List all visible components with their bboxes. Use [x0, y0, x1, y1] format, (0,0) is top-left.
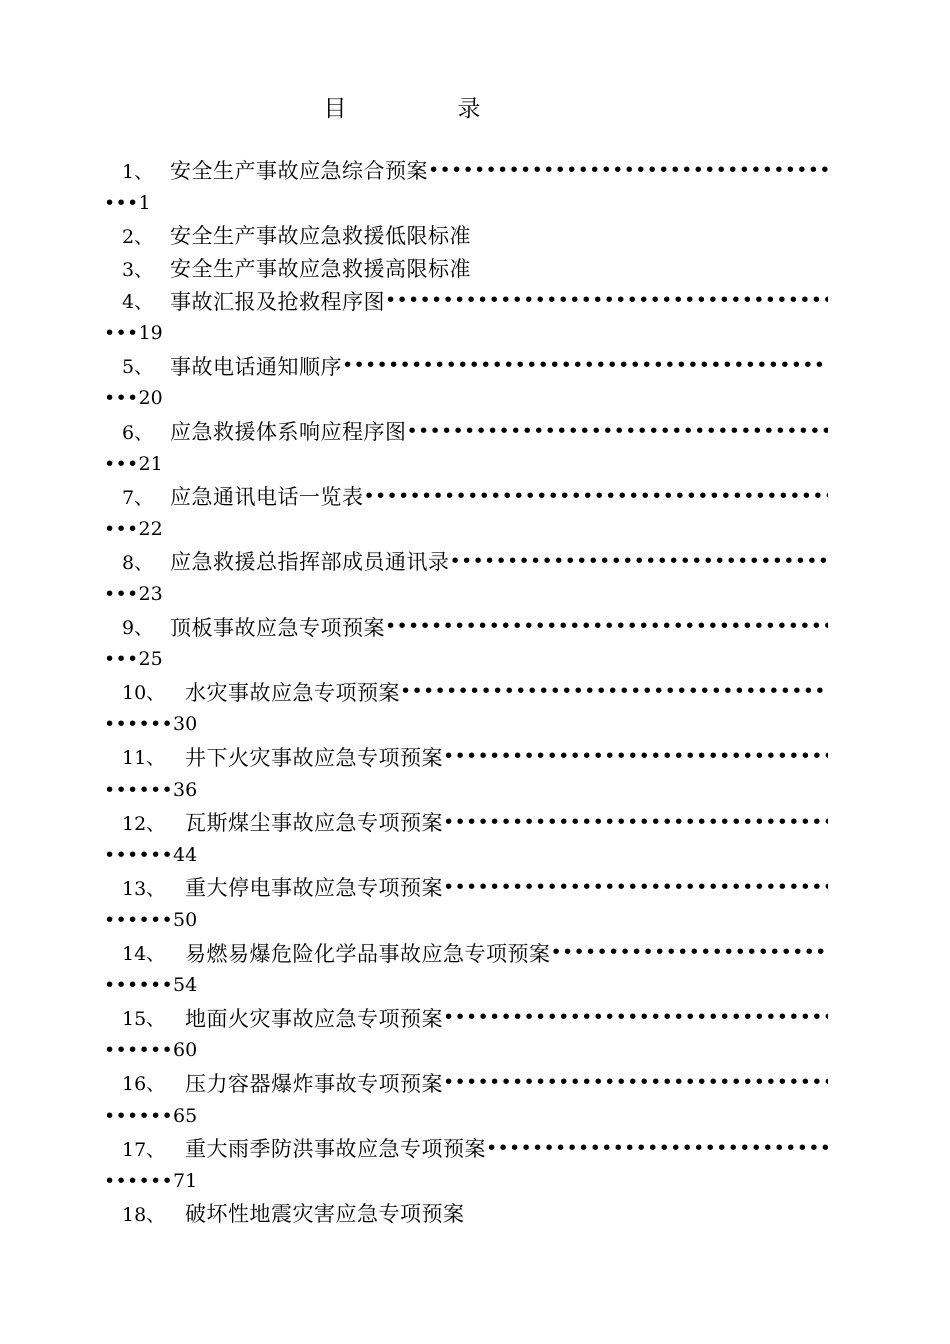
toc-entry[interactable] — [104, 252, 828, 285]
toc-page-number: 44 — [173, 843, 198, 866]
toc-entry[interactable] — [104, 871, 828, 936]
toc-entry-number: 5、 — [122, 356, 154, 379]
toc-title: 目 录 — [323, 96, 525, 122]
toc-entry-continuation — [104, 187, 828, 220]
toc-entry-number: 4、 — [122, 291, 154, 314]
toc-entry-title: 水灾事故应急专项预案 — [185, 680, 400, 705]
toc-continuation-dots: ••• — [104, 648, 139, 671]
toc-continuation-dots: ••• — [104, 322, 139, 345]
toc-continuation-dots: •••••• — [104, 778, 174, 801]
toc-entry-continuation — [104, 838, 828, 871]
toc-entry-number: 9、 — [122, 617, 154, 640]
toc-entry-line — [104, 252, 828, 285]
toc-continuation-dots: •••••• — [104, 713, 174, 736]
toc-entry-title: 事故汇报及抢救程序图 — [170, 289, 385, 314]
toc-entry[interactable] — [104, 415, 828, 480]
toc-page-number: 36 — [173, 778, 198, 801]
toc-dot-leader — [385, 617, 828, 636]
toc-page-number: 30 — [173, 713, 198, 736]
toc-entry-continuation — [104, 1099, 828, 1132]
toc-dot-leader — [342, 356, 828, 375]
toc-entry-number: 3、 — [122, 258, 154, 281]
toc-entry[interactable] — [104, 1132, 828, 1197]
toc-entry-line — [104, 219, 828, 252]
toc-entry-line — [104, 610, 828, 643]
toc-entry[interactable] — [104, 610, 828, 675]
toc-page-number: 20 — [138, 387, 163, 410]
toc-entry-continuation — [104, 382, 828, 415]
toc-entry[interactable] — [104, 480, 828, 545]
toc-dot-leader — [443, 878, 828, 897]
toc-entry[interactable] — [104, 284, 828, 349]
toc-entry-number: 18、 — [122, 1203, 166, 1226]
toc-continuation-dots: ••• — [104, 583, 139, 606]
toc-dot-leader — [407, 422, 829, 441]
toc-entry-title: 重大停电事故应急专项预案 — [185, 876, 443, 901]
toc-entry-line — [104, 1132, 828, 1165]
toc-entry-line — [104, 545, 828, 578]
toc-dot-leader — [364, 487, 829, 506]
toc-entry-number: 10、 — [122, 682, 166, 705]
toc-entry-line — [104, 1067, 828, 1100]
toc-entry-continuation — [104, 578, 828, 611]
toc-entry-title: 安全生产事故应急综合预案 — [170, 159, 428, 184]
toc-entry-number: 16、 — [122, 1073, 166, 1096]
toc-entry[interactable] — [104, 1067, 828, 1132]
toc-page-number: 65 — [173, 1104, 198, 1127]
toc-dot-leader — [443, 1073, 828, 1092]
toc-dot-leader — [450, 552, 829, 571]
toc-entry-number: 12、 — [122, 812, 166, 835]
toc-entry-number: 6、 — [122, 421, 154, 444]
toc-dot-leader — [443, 813, 828, 832]
toc-entry-line — [104, 415, 828, 448]
toc-entry-line — [104, 1197, 828, 1230]
toc-continuation-dots: ••• — [104, 191, 139, 214]
toc-entry-number: 2、 — [122, 225, 154, 248]
toc-entry[interactable] — [104, 350, 828, 415]
toc-entry-title: 井下火灾事故应急专项预案 — [185, 745, 443, 770]
toc-entry-title: 事故电话通知顺序 — [170, 354, 342, 379]
toc-continuation-dots: •••••• — [104, 908, 174, 931]
toc-entry-continuation — [104, 643, 828, 676]
toc-continuation-dots: •••••• — [104, 974, 174, 997]
toc-entry-title: 安全生产事故应急救援低限标准 — [170, 224, 471, 249]
toc-entry-title: 地面火灾事故应急专项预案 — [185, 1006, 443, 1031]
toc-entry-number: 8、 — [122, 551, 154, 574]
toc-entry[interactable] — [104, 806, 828, 871]
toc-entry-title: 破坏性地震灾害应急专项预案 — [185, 1202, 465, 1227]
toc-continuation-dots: ••• — [104, 387, 139, 410]
toc-entry-line — [104, 284, 828, 317]
toc-entry-continuation — [104, 513, 828, 546]
toc-entry-title: 应急救援体系响应程序图 — [170, 420, 407, 445]
toc-page-number: 71 — [173, 1169, 198, 1192]
toc-continuation-dots: •••••• — [104, 843, 174, 866]
toc-page-number: 19 — [138, 322, 163, 345]
toc-entry-title: 安全生产事故应急救援高限标准 — [170, 257, 471, 282]
toc-entry-continuation — [104, 1034, 828, 1067]
toc-entry-continuation — [104, 969, 828, 1002]
toc-entry[interactable] — [104, 1001, 828, 1066]
toc-entry-line — [104, 350, 828, 383]
toc-entry-line — [104, 480, 828, 513]
toc-entry-line — [104, 741, 828, 774]
toc-entry[interactable] — [104, 1197, 828, 1230]
toc-entry-title: 重大雨季防洪事故应急专项预案 — [185, 1137, 486, 1162]
toc-page-number: 50 — [173, 908, 198, 931]
toc-entry-continuation — [104, 773, 828, 806]
toc-entry-title: 应急通讯电话一览表 — [170, 485, 364, 510]
toc-dot-leader — [443, 1008, 828, 1027]
toc-entry[interactable] — [104, 741, 828, 806]
toc-dot-leader — [400, 682, 828, 701]
toc-entry-line — [104, 806, 828, 839]
toc-entry-number: 1、 — [122, 160, 154, 183]
toc-dot-leader — [428, 161, 828, 180]
toc-entry-continuation — [104, 904, 828, 937]
toc-entry-continuation — [104, 708, 828, 741]
toc-entry-title: 易燃易爆危险化学品事故应急专项预案 — [185, 941, 551, 966]
toc-dot-leader — [443, 747, 828, 766]
toc-list — [104, 154, 828, 1230]
toc-page-number: 25 — [138, 648, 163, 671]
toc-dot-leader — [385, 291, 828, 310]
toc-page-number: 22 — [138, 517, 163, 540]
toc-entry-number: 14、 — [122, 943, 166, 966]
toc-dot-leader — [486, 1139, 828, 1158]
toc-entry-continuation — [104, 317, 828, 350]
toc-continuation-dots: •••••• — [104, 1104, 174, 1127]
toc-entry[interactable] — [104, 676, 828, 741]
toc-page-number: 60 — [173, 1039, 198, 1062]
toc-entry-line — [104, 676, 828, 709]
toc-entry-title: 压力容器爆炸事故专项预案 — [185, 1071, 443, 1096]
toc-continuation-dots: ••• — [104, 452, 139, 475]
toc-page-number: 23 — [138, 583, 163, 606]
toc-entry-continuation — [104, 447, 828, 480]
toc-continuation-dots: •••••• — [104, 1039, 174, 1062]
toc-entry-number: 13、 — [122, 877, 166, 900]
toc-entry-number: 15、 — [122, 1008, 166, 1031]
toc-entry[interactable] — [104, 154, 828, 219]
toc-entry-number: 7、 — [122, 486, 154, 509]
toc-page-number: 1 — [138, 191, 151, 214]
toc-continuation-dots: •••••• — [104, 1169, 174, 1192]
toc-page-number: 21 — [138, 452, 163, 475]
toc-page-number: 54 — [173, 974, 198, 997]
toc-entry-title: 顶板事故应急专项预案 — [170, 615, 385, 640]
toc-entry-line — [104, 1001, 828, 1034]
toc-entry[interactable] — [104, 219, 828, 252]
toc-entry[interactable] — [104, 545, 828, 610]
toc-dot-leader — [551, 943, 829, 962]
toc-entry-number: 17、 — [122, 1138, 166, 1161]
toc-entry[interactable] — [104, 936, 828, 1001]
toc-entry-line — [104, 154, 828, 187]
toc-entry-number: 11、 — [122, 747, 166, 770]
toc-entry-title: 瓦斯煤尘事故应急专项预案 — [185, 811, 443, 836]
toc-entry-title: 应急救援总指挥部成员通讯录 — [170, 550, 450, 575]
toc-continuation-dots: ••• — [104, 517, 139, 540]
toc-entry-continuation — [104, 1164, 828, 1197]
toc-entry-line — [104, 936, 828, 969]
toc-entry-line — [104, 871, 828, 904]
